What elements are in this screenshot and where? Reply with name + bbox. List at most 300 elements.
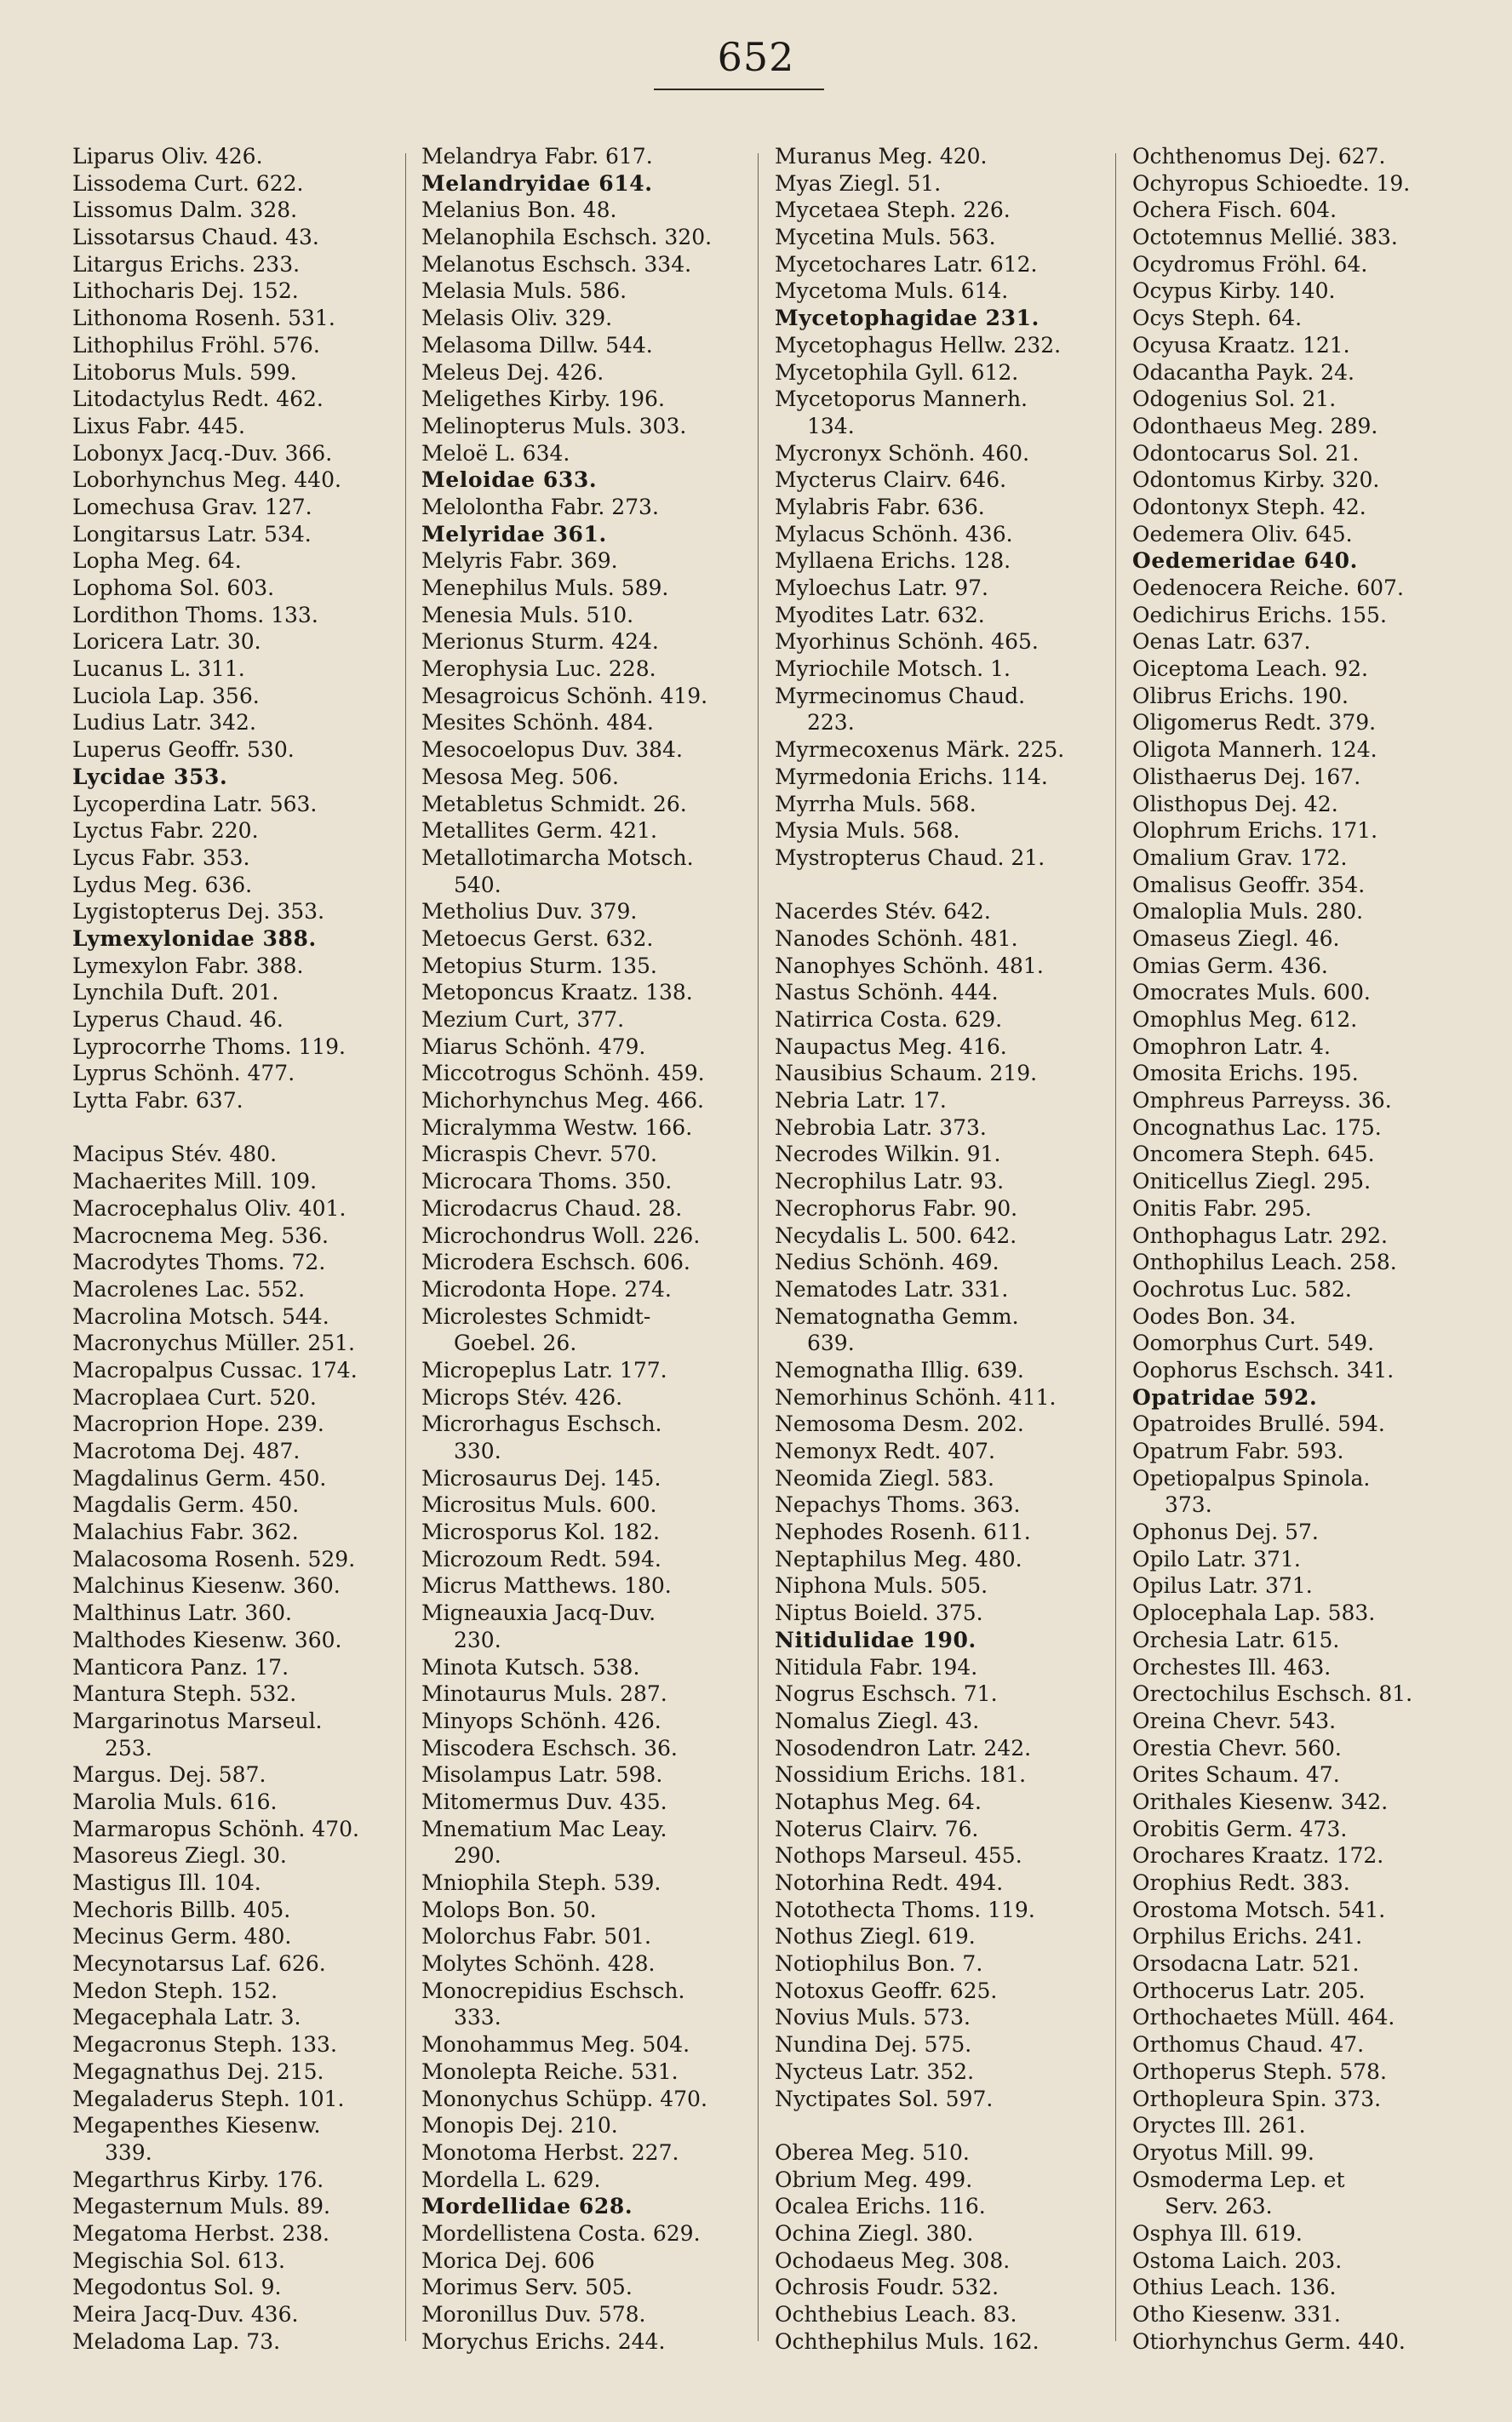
index-entry: Lycoperdina Latr. 563. bbox=[72, 791, 318, 816]
index-entry: Masoreus Ziegl. 30. bbox=[72, 1843, 287, 1869]
index-entry: Onitis Fabr. 295. bbox=[1132, 1195, 1312, 1221]
index-entry: Mecynotarsus Laf. 626. bbox=[72, 1951, 326, 1977]
index-entry: Oreina Chevr. 543. bbox=[1132, 1708, 1337, 1733]
index-entry: Orithales Kiesenw. 342. bbox=[1132, 1789, 1389, 1814]
index-entry: Mesocoelopus Duv. 384. bbox=[421, 737, 683, 763]
index-entry: Orthocerus Latr. 205. bbox=[1132, 1978, 1366, 2003]
index-entry: Macroprion Hope. 239. bbox=[72, 1411, 324, 1437]
index-entry: Nausibius Schaum. 219. bbox=[775, 1061, 1038, 1086]
index-entry: Misolampus Latr. 598. bbox=[421, 1762, 663, 1788]
index-entry: Omphreus Parreyss. 36. bbox=[1132, 1088, 1392, 1114]
index-entry: Omalisus Geoffr. 354. bbox=[1132, 872, 1366, 897]
index-entry: Neomida Ziegl. 583. bbox=[775, 1465, 994, 1491]
index-entry: Macrolenes Lac. 552. bbox=[72, 1276, 306, 1302]
index-entry: Lyprus Schönh. 477. bbox=[72, 1061, 295, 1086]
index-entry: Necrophorus Fabr. 90. bbox=[775, 1195, 1018, 1221]
section-gap bbox=[775, 2112, 1064, 2139]
index-entry: Morimus Serv. 505. bbox=[421, 2275, 633, 2300]
index-entry: Odogenius Sol. 21. bbox=[1132, 386, 1337, 412]
index-entry: Ocydromus Fröhl. 64. bbox=[1132, 251, 1368, 277]
index-entry: Myas Ziegl. 51. bbox=[775, 170, 942, 196]
index-entry: Mantura Steph. 532. bbox=[72, 1681, 297, 1707]
index-entry: Michorhynchus Meg. 466. bbox=[421, 1088, 704, 1114]
index-entry: Notothecta Thoms. 119. bbox=[775, 1897, 1035, 1922]
index-entry: Megacronus Steph. 133. bbox=[72, 2032, 337, 2058]
index-entry: Nemorhinus Schönh. 411. bbox=[775, 1384, 1057, 1410]
index-entry: Othius Leach. 136. bbox=[1132, 2275, 1337, 2300]
index-entry: Ochrosis Foudr. 532. bbox=[775, 2275, 999, 2300]
index-entry: 290. bbox=[454, 1843, 501, 1869]
index-entry: Ophonus Dej. 57. bbox=[1132, 1520, 1319, 1545]
index-entry: Omaseus Ziegl. 46. bbox=[1132, 925, 1340, 951]
index-entry: Meladoma Lap. 73. bbox=[72, 2328, 281, 2354]
index-entry: Mesosa Meg. 506. bbox=[421, 764, 619, 789]
index-entry: Mnematium Mac Leay. bbox=[421, 1816, 667, 1841]
index-entry: Micraspis Chevr. 570. bbox=[421, 1142, 657, 1167]
index-entry: Melolontha Fabr. 273. bbox=[421, 494, 659, 519]
index-entry: Myrmedonia Erichs. 114. bbox=[775, 764, 1048, 789]
index-entry: Melasis Oliv. 329. bbox=[421, 306, 613, 331]
index-entry: Notiophilus Bon. 7. bbox=[775, 1951, 983, 1977]
index-entry: Metallites Germ. 421. bbox=[421, 818, 657, 844]
index-entry: Oryctes Ill. 261. bbox=[1132, 2113, 1306, 2139]
index-entry: 134. bbox=[807, 413, 855, 438]
index-entry: 333. bbox=[454, 2005, 501, 2030]
index-entry: Mordellidae 628. bbox=[421, 2194, 633, 2219]
index-entry: Menephilus Muls. 589. bbox=[421, 575, 669, 600]
index-entry: Odontonyx Steph. 42. bbox=[1132, 494, 1366, 519]
index-entry: Macrotoma Dej. 487. bbox=[72, 1439, 301, 1463]
index-entry: Lithophilus Fröhl. 576. bbox=[72, 332, 320, 358]
index-entry: Oodes Bon. 34. bbox=[1132, 1303, 1297, 1329]
index-entry: Mecinus Germ. 480. bbox=[72, 1924, 292, 1950]
index-entry: Nothops Marseul. 455. bbox=[775, 1843, 1022, 1869]
index-entry: Nyctipates Sol. 597. bbox=[775, 2086, 994, 2111]
index-column-2 bbox=[421, 143, 712, 2355]
index-entry: Oedemera Oliv. 645. bbox=[1132, 521, 1353, 547]
index-entry: Nitidulidae 190. bbox=[775, 1627, 976, 1652]
index-entry: Orthochaetes Müll. 464. bbox=[1132, 2005, 1395, 2030]
index-entry: Liparus Oliv. 426. bbox=[72, 144, 263, 169]
index-entry: Mordellistena Costa. 629. bbox=[421, 2220, 701, 2246]
index-entry: Serv. 263. bbox=[1165, 2194, 1273, 2219]
index-entry: Orthopleura Spin. 373. bbox=[1132, 2086, 1382, 2111]
index-entry: Omosita Erichs. 195. bbox=[1132, 1061, 1359, 1086]
index-entry: Mycetophagus Hellw. 232. bbox=[775, 332, 1062, 358]
index-entry: Odontocarus Sol. 21. bbox=[1132, 440, 1360, 466]
index-entry: Orestia Chevr. 560. bbox=[1132, 1735, 1342, 1761]
index-entry: Metallotimarcha Motsch. bbox=[421, 845, 694, 870]
index-entry: Niphona Muls. 505. bbox=[775, 1573, 988, 1599]
index-entry: Microdacrus Chaud. 28. bbox=[421, 1195, 683, 1221]
index-entry: Natirrica Costa. 629. bbox=[775, 1007, 1003, 1032]
index-entry: Melasoma Dillw. 544. bbox=[421, 332, 653, 358]
index-entry: Macronychus Müller. 251. bbox=[72, 1331, 355, 1356]
index-entry: Macrolina Motsch. 544. bbox=[72, 1303, 329, 1329]
index-entry: Nanophyes Schönh. 481. bbox=[775, 953, 1044, 978]
index-entry: 330. bbox=[454, 1439, 501, 1463]
index-entry: Olisthopus Dej. 42. bbox=[1132, 791, 1338, 816]
index-entry: Orophius Redt. 383. bbox=[1132, 1870, 1350, 1895]
index-entry: Oligota Mannerh. 124. bbox=[1132, 737, 1377, 763]
index-entry: Mycetaea Steph. 226. bbox=[775, 198, 1011, 223]
index-entry: Litargus Erichs. 233. bbox=[72, 251, 301, 277]
index-entry: Oenas Latr. 637. bbox=[1132, 629, 1311, 655]
index-entry: 540. bbox=[454, 872, 501, 897]
index-entry: Octotemnus Mellié. 383. bbox=[1132, 225, 1398, 250]
index-entry: Mycetina Muls. 563. bbox=[775, 225, 996, 250]
index-entry: Megasternum Muls. 89. bbox=[72, 2194, 330, 2219]
index-entry: Lytta Fabr. 637. bbox=[72, 1088, 243, 1114]
index-entry: Mycronyx Schönh. 460. bbox=[775, 440, 1030, 466]
index-entry: Lygistopterus Dej. 353. bbox=[72, 899, 325, 925]
index-entry: Mesagroicus Schönh. 419. bbox=[421, 683, 708, 708]
index-entry: Oplocephala Lap. 583. bbox=[1132, 1600, 1376, 1626]
index-entry: Oophorus Eschsch. 341. bbox=[1132, 1357, 1395, 1383]
index-entry: Omias Germ. 436. bbox=[1132, 953, 1328, 978]
index-entry: Macroplaea Curt. 520. bbox=[72, 1384, 317, 1410]
page-number: 652 bbox=[717, 34, 795, 80]
index-entry: Lyprocorrhe Thoms. 119. bbox=[72, 1034, 346, 1059]
index-entry: Minotaurus Muls. 287. bbox=[421, 1681, 667, 1707]
index-entry: Minota Kutsch. 538. bbox=[421, 1654, 640, 1680]
index-entry: Malachius Fabr. 362. bbox=[72, 1520, 299, 1545]
index-entry: Metoecus Gerst. 632. bbox=[421, 925, 654, 951]
index-entry: Microzoum Redt. 594. bbox=[421, 1546, 662, 1572]
index-entry: Ochina Ziegl. 380. bbox=[775, 2220, 974, 2246]
index-entry: Mystropterus Chaud. 21. bbox=[775, 845, 1045, 870]
index-entry: Nosodendron Latr. 242. bbox=[775, 1735, 1032, 1761]
index-entry: Ochodaeus Meg. 308. bbox=[775, 2247, 1011, 2273]
index-entry: Megacephala Latr. 3. bbox=[72, 2005, 301, 2030]
index-entry: Lissotarsus Chaud. 43. bbox=[72, 225, 319, 250]
index-entry: Oochrotus Luc. 582. bbox=[1132, 1276, 1352, 1302]
index-entry: Luperus Geoffr. 530. bbox=[72, 737, 295, 763]
index-entry: Niptus Boield. 375. bbox=[775, 1600, 983, 1626]
index-entry: Orostoma Motsch. 541. bbox=[1132, 1897, 1386, 1922]
index-entry: Mycetoporus Mannerh. bbox=[775, 386, 1028, 412]
index-entry: Microps Stév. 426. bbox=[421, 1384, 623, 1410]
index-entry: Notoxus Geoffr. 625. bbox=[775, 1978, 998, 2003]
index-entry: Ochyropus Schioedte. 19. bbox=[1132, 170, 1411, 196]
index-entry: Metabletus Schmidt. 26. bbox=[421, 791, 687, 816]
index-entry: Meloidae 633. bbox=[421, 467, 598, 493]
column-separator bbox=[1115, 153, 1116, 2341]
index-entry: Molytes Schönh. 428. bbox=[421, 1951, 656, 1977]
index-entry: Nepachys Thoms. 363. bbox=[775, 1492, 1021, 1518]
index-entry: Merionus Sturm. 424. bbox=[421, 629, 659, 655]
index-entry: Otiorhynchus Germ. 440. bbox=[1132, 2328, 1406, 2354]
index-entry: Melanophila Eschsch. 320. bbox=[421, 225, 713, 250]
index-entry: Ochthenomus Dej. 627. bbox=[1132, 144, 1386, 169]
index-entry: Loricera Latr. 30. bbox=[72, 629, 261, 655]
index-entry: Opilus Latr. 371. bbox=[1132, 1573, 1313, 1599]
index-entry: 253. bbox=[105, 1735, 152, 1761]
index-entry: Myriochile Motsch. 1. bbox=[775, 656, 1011, 682]
index-entry: Machaerites Mill. 109. bbox=[72, 1169, 318, 1194]
index-entry: Opetiopalpus Spinola. bbox=[1132, 1465, 1371, 1491]
index-entry: Microsporus Kol. 182. bbox=[421, 1520, 660, 1545]
header-rule bbox=[654, 89, 824, 90]
index-entry: Omaloplia Muls. 280. bbox=[1132, 899, 1364, 925]
index-entry: Lithocharis Dej. 152. bbox=[72, 278, 299, 304]
index-entry: Microdonta Hope. 274. bbox=[421, 1276, 672, 1302]
index-entry: Myrrha Muls. 568. bbox=[775, 791, 976, 816]
index-entry: Nothus Ziegl. 619. bbox=[775, 1924, 976, 1950]
index-entry: Mycetophila Gyll. 612. bbox=[775, 359, 1019, 385]
index-entry: Luciola Lap. 356. bbox=[72, 683, 260, 708]
index-entry: Mycetoma Muls. 614. bbox=[775, 278, 1009, 304]
index-entry: Myllaena Erichs. 128. bbox=[775, 548, 1011, 574]
index-entry: Menesia Muls. 510. bbox=[421, 602, 634, 627]
index-entry: Macropalpus Cussac. 174. bbox=[72, 1357, 358, 1383]
index-entry: Nemosoma Desm. 202. bbox=[775, 1411, 1024, 1437]
index-entry: Lycus Fabr. 353. bbox=[72, 845, 250, 870]
index-entry: Melanotus Eschsch. 334. bbox=[421, 251, 692, 277]
index-entry: Nundina Dej. 575. bbox=[775, 2032, 972, 2058]
index-entry: Lymexylonidae 388. bbox=[72, 925, 317, 951]
index-entry: Lixus Fabr. 445. bbox=[72, 413, 245, 438]
index-entry: Nanodes Schönh. 481. bbox=[775, 925, 1018, 951]
index-entry: Obrium Meg. 499. bbox=[775, 2167, 973, 2192]
index-entry: Necydalis L. 500. 642. bbox=[775, 1222, 1017, 1248]
index-entry: Metholius Duv. 379. bbox=[421, 899, 638, 925]
index-entry: Melandrya Fabr. 617. bbox=[421, 144, 653, 169]
index-entry: Orthoperus Steph. 578. bbox=[1132, 2058, 1387, 2084]
index-entry: Nomalus Ziegl. 43. bbox=[775, 1708, 980, 1733]
index-entry: Ocyusa Kraatz. 121. bbox=[1132, 332, 1350, 358]
index-entry: Naupactus Meg. 416. bbox=[775, 1034, 1007, 1059]
index-entry: Megatoma Herbst. 238. bbox=[72, 2220, 329, 2246]
index-entry: Lynchila Duft. 201. bbox=[72, 980, 279, 1005]
index-entry: Monocrepidius Eschsch. bbox=[421, 1978, 685, 2003]
index-entry: Omophron Latr. 4. bbox=[1132, 1034, 1331, 1059]
index-entry: 373. bbox=[1165, 1492, 1212, 1518]
index-entry: Orchesia Latr. 615. bbox=[1132, 1627, 1340, 1652]
section-gap bbox=[72, 1114, 359, 1142]
index-entry: Melyridae 361. bbox=[421, 521, 607, 547]
index-entry: Micrus Matthews. 180. bbox=[421, 1573, 672, 1599]
index-entry: Oncomera Steph. 645. bbox=[1132, 1142, 1375, 1167]
index-entry: Microdera Eschsch. 606. bbox=[421, 1250, 690, 1275]
index-entry: Ocys Steph. 64. bbox=[1132, 306, 1303, 331]
index-entry: Orobitis Germ. 473. bbox=[1132, 1816, 1348, 1841]
index-entry: Otho Kiesenw. 331. bbox=[1132, 2302, 1341, 2327]
index-entry: Miscodera Eschsch. 36. bbox=[421, 1735, 678, 1761]
index-entry: 339. bbox=[105, 2139, 152, 2165]
index-entry: Nemonyx Redt. 407. bbox=[775, 1439, 995, 1463]
index-entry: Noterus Clairv. 76. bbox=[775, 1816, 979, 1841]
index-entry: Nedius Schönh. 469. bbox=[775, 1250, 999, 1275]
index-entry: Malthodes Kiesenw. 360. bbox=[72, 1627, 342, 1652]
index-entry: Monolepta Reiche. 531. bbox=[421, 2058, 679, 2084]
index-entry: Nematodes Latr. 331. bbox=[775, 1276, 1009, 1302]
index-entry: Ochthephilus Muls. 162. bbox=[775, 2328, 1040, 2354]
index-entry: Melasia Muls. 586. bbox=[421, 278, 627, 304]
index-entry: Osmoderma Lep. et bbox=[1132, 2167, 1345, 2192]
index-entry: Necrodes Wilkin. 91. bbox=[775, 1142, 1001, 1167]
index-entry: Nossidium Erichs. 181. bbox=[775, 1762, 1027, 1788]
index-entry: Nemognatha Illig. 639. bbox=[775, 1357, 1024, 1383]
index-entry: Novius Muls. 573. bbox=[775, 2005, 971, 2030]
index-entry: Megaladerus Steph. 101. bbox=[72, 2086, 345, 2111]
index-entry: Opatridae 592. bbox=[1132, 1384, 1318, 1410]
index-entry: Miarus Schönh. 479. bbox=[421, 1034, 646, 1059]
index-entry: Oligomerus Redt. 379. bbox=[1132, 710, 1377, 736]
index-entry: Oedemeridae 640. bbox=[1132, 548, 1358, 574]
index-entry: Metopius Sturm. 135. bbox=[421, 953, 657, 978]
index-entry: Megapenthes Kiesenw. bbox=[72, 2113, 321, 2139]
index-entry: Ochera Fisch. 604. bbox=[1132, 198, 1337, 223]
index-entry: Nitidula Fabr. 194. bbox=[775, 1654, 978, 1680]
index-entry: Ostoma Laich. 203. bbox=[1132, 2247, 1343, 2273]
index-entry: 230. bbox=[454, 1627, 501, 1652]
index-entry: Lithonoma Rosenh. 531. bbox=[72, 306, 335, 331]
index-entry: Minyops Schönh. 426. bbox=[421, 1708, 662, 1733]
index-entry: Mylacus Schönh. 436. bbox=[775, 521, 1013, 547]
index-entry: Oedenocera Reiche. 607. bbox=[1132, 575, 1404, 600]
index-entry: Meira Jacq-Duv. 436. bbox=[72, 2302, 299, 2327]
index-entry: Mezium Curt, 377. bbox=[421, 1007, 625, 1032]
index-entry: Lomechusa Grav. 127. bbox=[72, 494, 312, 519]
index-entry: Megischia Sol. 613. bbox=[72, 2247, 285, 2273]
index-entry: Mylabris Fabr. 636. bbox=[775, 494, 985, 519]
index-entry: Melanius Bon. 48. bbox=[421, 198, 617, 223]
index-entry: Migneauxia Jacq-Duv. bbox=[421, 1600, 656, 1626]
index-entry: Macipus Stév. 480. bbox=[72, 1142, 278, 1167]
index-entry: Mniophila Steph. 539. bbox=[421, 1870, 662, 1895]
index-entry: Mysia Muls. 568. bbox=[775, 818, 960, 844]
index-entry: Ochthebius Leach. 83. bbox=[775, 2302, 1017, 2327]
index-entry: Micrositus Muls. 600. bbox=[421, 1492, 657, 1518]
index-entry: Malacosoma Rosenh. 529. bbox=[72, 1546, 356, 1572]
index-entry: Microlestes Schmidt- bbox=[421, 1303, 651, 1329]
index-entry: Odonthaeus Meg. 289. bbox=[1132, 413, 1378, 438]
index-entry: Goebel. 26. bbox=[454, 1331, 577, 1356]
index-entry: Monotoma Herbst. 227. bbox=[421, 2139, 679, 2165]
index-entry: Nebria Latr. 17. bbox=[775, 1088, 947, 1114]
index-entry: Lyperus Chaud. 46. bbox=[72, 1007, 284, 1032]
index-entry: Magdalis Germ. 450. bbox=[72, 1492, 300, 1518]
index-entry: Myrmecinomus Chaud. bbox=[775, 683, 1026, 708]
index-entry: Megarthrus Kirby. 176. bbox=[72, 2167, 324, 2192]
index-entry: Notorhina Redt. 494. bbox=[775, 1870, 1004, 1895]
index-entry: Metoponcus Kraatz. 138. bbox=[421, 980, 693, 1005]
index-entry: Opatroides Brullé. 594. bbox=[1132, 1411, 1385, 1437]
index-entry: Lopha Meg. 64. bbox=[72, 548, 242, 574]
index-entry: Oiceptoma Leach. 92. bbox=[1132, 656, 1369, 682]
index-entry: Lymexylon Fabr. 388. bbox=[72, 953, 304, 978]
index-entry: Olibrus Erichs. 190. bbox=[1132, 683, 1349, 708]
index-entry: Opilo Latr. 371. bbox=[1132, 1546, 1301, 1572]
index-entry: Morica Dej. 606 bbox=[421, 2247, 595, 2273]
index-entry: Omalium Grav. 172. bbox=[1132, 845, 1348, 870]
index-entry: Merophysia Luc. 228. bbox=[421, 656, 656, 682]
index-entry: Malthinus Latr. 360. bbox=[72, 1600, 292, 1626]
index-entry: Marolia Muls. 616. bbox=[72, 1789, 278, 1814]
index-entry: Miccotrogus Schönh. 459. bbox=[421, 1061, 705, 1086]
index-entry: Orites Schaum. 47. bbox=[1132, 1762, 1340, 1788]
index-entry: Litoborus Muls. 599. bbox=[72, 359, 297, 385]
index-entry: Olisthaerus Dej. 167. bbox=[1132, 764, 1361, 789]
index-entry: Micropeplus Latr. 177. bbox=[421, 1357, 667, 1383]
index-entry: Myodites Latr. 632. bbox=[775, 602, 985, 627]
index-entry: Meligethes Kirby. 196. bbox=[421, 386, 665, 412]
index-entry: Necrophilus Latr. 93. bbox=[775, 1169, 1005, 1194]
index-entry: Mechoris Billb. 405. bbox=[72, 1897, 291, 1922]
index-entry: Molops Bon. 50. bbox=[421, 1897, 597, 1922]
index-entry: Mastigus Ill. 104. bbox=[72, 1870, 261, 1895]
index-entry: Melinopterus Muls. 303. bbox=[421, 413, 687, 438]
index-entry: Ocalea Erichs. 116. bbox=[775, 2194, 986, 2219]
index-entry: Lycidae 353. bbox=[72, 764, 228, 789]
index-entry: Neptaphilus Meg. 480. bbox=[775, 1546, 1022, 1572]
index-entry: Mononychus Schüpp. 470. bbox=[421, 2086, 707, 2111]
index-entry: Nebrobia Latr. 373. bbox=[775, 1114, 987, 1140]
index-entry: Orchestes Ill. 463. bbox=[1132, 1654, 1332, 1680]
index-entry: Lissomus Dalm. 328. bbox=[72, 198, 298, 223]
index-entry: Molorchus Fabr. 501. bbox=[421, 1924, 651, 1950]
index-entry: Ocypus Kirby. 140. bbox=[1132, 278, 1336, 304]
index-entry: Mycterus Clairv. 646. bbox=[775, 467, 1007, 493]
index-entry: Macrocephalus Oliv. 401. bbox=[72, 1195, 346, 1221]
index-entry: Moronillus Duv. 578. bbox=[421, 2302, 646, 2327]
index-entry: Manticora Panz. 17. bbox=[72, 1654, 289, 1680]
index-entry: Monopis Dej. 210. bbox=[421, 2113, 618, 2139]
index-entry: Oniticellus Ziegl. 295. bbox=[1132, 1169, 1372, 1194]
index-entry: Orochares Kraatz. 172. bbox=[1132, 1843, 1384, 1869]
index-entry: Lobonyx Jacq.-Duv. 366. bbox=[72, 440, 333, 466]
index-entry: Oncognathus Lac. 175. bbox=[1132, 1114, 1382, 1140]
index-entry: Morychus Erichs. 244. bbox=[421, 2328, 666, 2354]
index-entry: Mordella L. 629. bbox=[421, 2167, 601, 2192]
index-entry: Monohammus Meg. 504. bbox=[421, 2032, 690, 2058]
index-entry: Malchinus Kiesenw. 360. bbox=[72, 1573, 341, 1599]
index-entry: Melandryidae 614. bbox=[421, 170, 653, 196]
index-entry: Micralymma Westw. 166. bbox=[421, 1114, 693, 1140]
index-entry: Melyris Fabr. 369. bbox=[421, 548, 618, 574]
index-entry: Longitarsus Latr. 534. bbox=[72, 521, 312, 547]
index-column-1 bbox=[72, 143, 359, 2355]
index-entry: Opatrum Fabr. 593. bbox=[1132, 1439, 1344, 1463]
index-column-3 bbox=[775, 143, 1064, 2355]
index-entry: Nacerdes Stév. 642. bbox=[775, 899, 991, 925]
index-entry: Omocrates Muls. 600. bbox=[1132, 980, 1371, 1005]
index-entry: Myloechus Latr. 97. bbox=[775, 575, 988, 600]
index-entry: Mitomermus Duv. 435. bbox=[421, 1789, 667, 1814]
index-entry: Osphya Ill. 619. bbox=[1132, 2220, 1303, 2246]
index-entry: 639. bbox=[807, 1331, 855, 1356]
index-entry: Nogrus Eschsch. 71. bbox=[775, 1681, 998, 1707]
index-entry: Meleus Dej. 426. bbox=[421, 359, 604, 385]
index-entry: Lophoma Sol. 603. bbox=[72, 575, 275, 600]
index-entry: Litodactylus Redt. 462. bbox=[72, 386, 324, 412]
index-entry: Omophlus Meg. 612. bbox=[1132, 1007, 1358, 1032]
index-entry: Onthophagus Latr. 292. bbox=[1132, 1222, 1388, 1248]
index-entry: Nastus Schönh. 444. bbox=[775, 980, 999, 1005]
index-entry: Lordithon Thoms. 133. bbox=[72, 602, 318, 627]
column-separator bbox=[405, 153, 406, 2341]
index-entry: Nematognatha Gemm. bbox=[775, 1303, 1019, 1329]
index-entry: Megodontus Sol. 9. bbox=[72, 2275, 282, 2300]
index-entry: Myrmecoxenus Märk. 225. bbox=[775, 737, 1065, 763]
index-entry: Muranus Meg. 420. bbox=[775, 144, 988, 169]
index-entry: Loborhynchus Meg. 440. bbox=[72, 467, 341, 493]
index-entry: Odacantha Payk. 24. bbox=[1132, 359, 1354, 385]
index-entry: Myorhinus Schönh. 465. bbox=[775, 629, 1039, 655]
index-entry: Oberea Meg. 510. bbox=[775, 2139, 970, 2165]
index-entry: Oomorphus Curt. 549. bbox=[1132, 1331, 1375, 1356]
